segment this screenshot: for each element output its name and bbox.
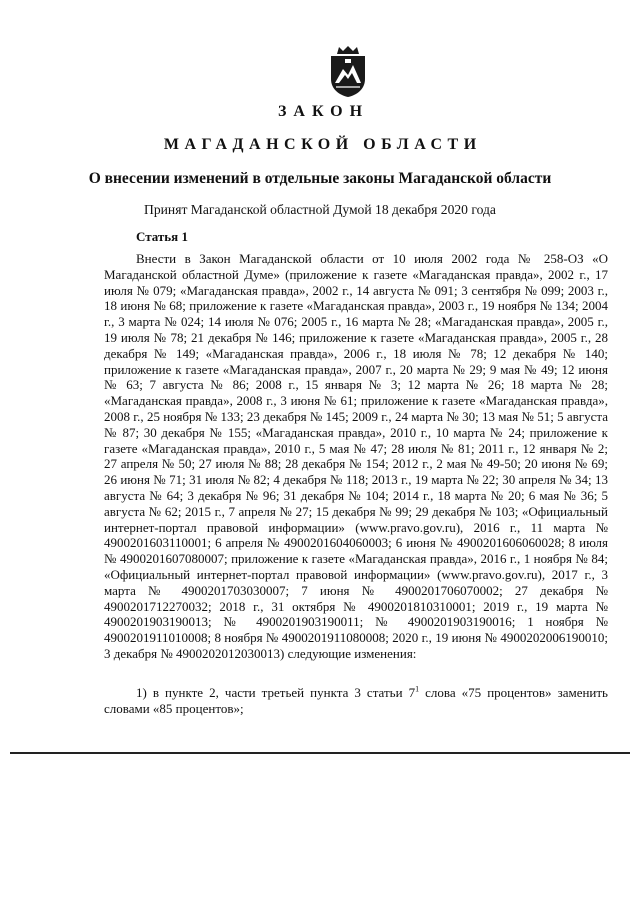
amendment-item-1 — [104, 685, 608, 717]
adoption-line: Принят Магаданской областной Думой 18 декабря 2020 года — [144, 202, 496, 217]
item-text-part-1: 1) в пункте 2, части третьей пункта 3 статьи 7 — [136, 685, 416, 700]
magadan-coat-of-arms-icon — [327, 45, 369, 98]
article-heading: Статья 1 — [136, 229, 188, 244]
item-text-part-2: слова «75 процентов» заменить словами «85 процентов»; — [104, 685, 608, 716]
law-title: ЗАКОН — [277, 103, 370, 120]
article-superscript: 1 — [415, 684, 420, 694]
law-subject: О внесении изменений в отдельные законы Магаданской области — [88, 170, 552, 187]
page-divider — [10, 752, 630, 754]
region-title: МАГАДАНСКОЙ ОБЛАСТИ — [163, 136, 482, 153]
article-body: Внести в Закон Магаданской области от 10 июля 2002 года № 258-ОЗ «О Магаданской областной Думе» (приложение к газете «Магаданская правда», 2002 г., 17 июля № 079; «Магаданская правда», 2002 г., 14 августа № 091; 3 сентября № 099; 2003 г., 18 июня № 68; приложение к газете «Магаданская правда», 2003 г., 19 ноября № 134; 2004 г., 3 марта № 024; 14 июля № 076; 2005 г., 16 марта № 28; «Магаданская правда», 2005 г., 19 июля № 78; 21 декабря № 146; приложение к газете «Магаданская правда», 2005 г., 28 декабря № 149; «Магаданская правда», 2006 г., 18 июля № 78; 12 декабря № 140; приложение к газете «Магаданская правда», 2007 г., 20 марта № 29; 9 мая № 49; 12 июня № 63; 7 августа № 86; 2008 г., 15 января № 3; 12 марта № 26; 18 марта № 28; «Магаданская правда», 2008 г., 3 июня № 61; приложение к газете «Магаданская правда», 2008 г., 25 ноября № 133; 23 декабря № 145; 2009 г., 24 марта № 30; 13 мая № 51; 5 августа № 87; 30 декабря № 155; «Магаданская правда», 2010 г., 10 марта № 24; приложение к газете «Магаданская правда», 2010 г., 5 мая № 47; 28 июля № 81; 2011 г., 12 января № 2; 27 апреля № 50; 27 июля № 88; 28 декабря № 154; 2012 г., 2 мая № 49-50; 20 июня № 69; 26 июня № 71; 31 июля № 82; 4 декабря № 118; 2013 г., 19 марта № 22; 30 апреля № 34; 13 августа № 64; 3 декабря № 96; 31 декабря № 104; 2014 г., 18 марта № 20; 6 мая № 36; 5 августа № 62; 2015 г., 7 апреля № 27; 15 декабря № 99; 29 декабря № 103; «Официальный интернет-портал правовой информации» (www.pravo.gov.ru), 2016 г., 11 марта № 4900201603110001; 6 апреля № 4900201604060003; 6 июня № 4900201606060028; 8 июля № 4900201607080007; приложение к газете «Магаданская правда», 2016 г., 1 ноября № 84; «Официальный интернет-портал правовой информации» (www.pravo.gov.ru), 2017 г., 3 марта № 4900201703030007; 7 июня № 4900201706070002; 27 декабря № 4900201712270032; 2018 г., 31 октября № 4900201810310001; 2019 г., 19 марта № 4900201903190013; № 4900201903190011; № 4900201903190016; 1 ноября № 4900201911010008; 8 ноября № 4900201911080008; 2020 г., 19 июня № 4900202006190010; 3 декабря № 4900202012030013) следующие изменения: — [104, 251, 608, 661]
